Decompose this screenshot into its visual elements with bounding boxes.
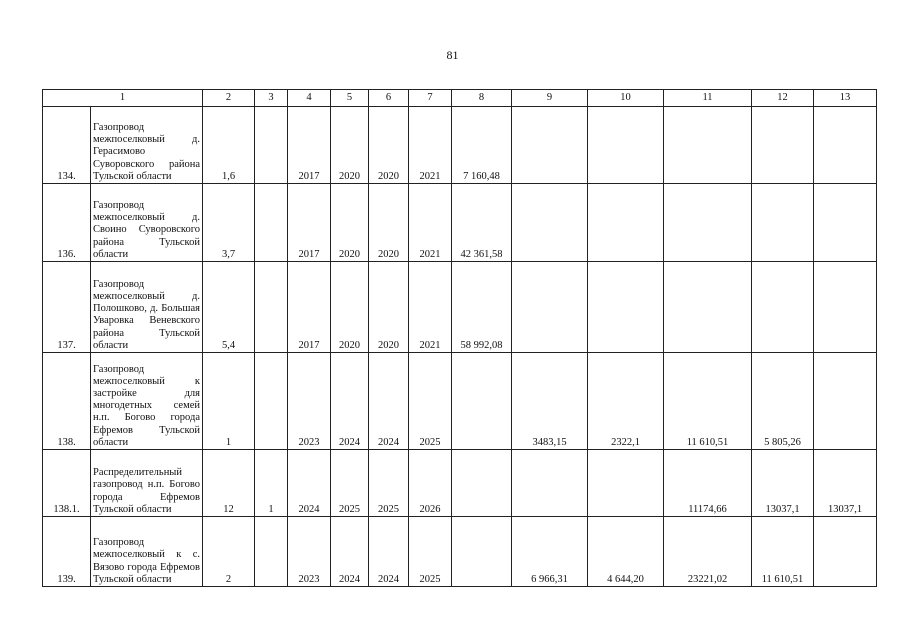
cell-4: 2017 [288,107,331,184]
object-name: Газопровод межпоселковый д. Полошково, д. Большая Уваровка Веневского района Тульской области [91,262,203,353]
cell-13 [814,353,877,450]
cell-11 [664,262,752,353]
cell-6: 2025 [369,450,409,517]
cell-5: 2020 [331,184,369,262]
cell-2: 5,4 [203,262,255,353]
cell-7: 2026 [409,450,452,517]
row-number: 137. [43,262,91,353]
row-number: 134. [43,107,91,184]
investment-table [42,89,877,587]
cell-12 [752,262,814,353]
cell-12 [752,184,814,262]
cell-10: 2322,1 [588,353,664,450]
cell-12 [752,107,814,184]
cell-6: 2020 [369,107,409,184]
cell-13: 13037,1 [814,450,877,517]
row-number: 136. [43,184,91,262]
header-row [43,90,877,107]
object-name: Газопровод межпоселковый д. Своино Суворовского района Тульской области [91,184,203,262]
cell-8 [452,517,512,587]
cell-3 [255,262,288,353]
cell-11 [664,107,752,184]
cell-10: 4 644,20 [588,517,664,587]
cell-10 [588,262,664,353]
header-col-6: 6 [369,90,409,107]
cell-6: 2020 [369,262,409,353]
cell-9 [512,184,588,262]
cell-2: 3,7 [203,184,255,262]
cell-7: 2021 [409,107,452,184]
cell-8 [452,450,512,517]
cell-9 [512,107,588,184]
cell-11: 11174,66 [664,450,752,517]
cell-2: 1,6 [203,107,255,184]
cell-5: 2024 [331,353,369,450]
object-name: Распределительный газопровод н.п. Богово города Ефремов Тульской области [91,450,203,517]
cell-13 [814,107,877,184]
cell-3: 1 [255,450,288,517]
cell-3 [255,353,288,450]
header-col-5: 5 [331,90,369,107]
cell-8: 58 992,08 [452,262,512,353]
cell-12: 13037,1 [752,450,814,517]
cell-3 [255,107,288,184]
cell-2: 2 [203,517,255,587]
cell-4: 2017 [288,184,331,262]
cell-4: 2023 [288,353,331,450]
row-number: 139. [43,517,91,587]
cell-3 [255,517,288,587]
cell-2: 12 [203,450,255,517]
cell-6: 2024 [369,517,409,587]
table-row [43,262,877,353]
header-col-4: 4 [288,90,331,107]
row-number: 138.1. [43,450,91,517]
cell-4: 2024 [288,450,331,517]
header-col-10: 10 [588,90,664,107]
cell-2: 1 [203,353,255,450]
cell-5: 2020 [331,107,369,184]
cell-4: 2017 [288,262,331,353]
header-col-7: 7 [409,90,452,107]
cell-13 [814,262,877,353]
header-col-8: 8 [452,90,512,107]
object-name: Газопровод межпоселковый к с. Вязово города Ефремов Тульской области [91,517,203,587]
cell-9: 6 966,31 [512,517,588,587]
header-col-2: 2 [203,90,255,107]
cell-7: 2021 [409,184,452,262]
cell-12: 11 610,51 [752,517,814,587]
cell-10 [588,107,664,184]
cell-12: 5 805,26 [752,353,814,450]
table-row [43,450,877,517]
cell-9 [512,262,588,353]
header-col-9: 9 [512,90,588,107]
cell-7: 2025 [409,517,452,587]
cell-6: 2024 [369,353,409,450]
header-col-3: 3 [255,90,288,107]
header-col-1: 1 [43,90,203,107]
cell-13 [814,517,877,587]
row-number: 138. [43,353,91,450]
table-row [43,353,877,450]
cell-5: 2024 [331,517,369,587]
cell-8: 42 361,58 [452,184,512,262]
header-col-13: 13 [814,90,877,107]
page-number: 81 [446,48,459,62]
cell-8 [452,353,512,450]
header-col-12: 12 [752,90,814,107]
cell-11: 11 610,51 [664,353,752,450]
object-name: Газопровод межпоселковый д. Герасимово Суворовского района Тульской области [91,107,203,184]
table-row [43,184,877,262]
cell-13 [814,184,877,262]
cell-9: 3483,15 [512,353,588,450]
cell-10 [588,184,664,262]
cell-8: 7 160,48 [452,107,512,184]
cell-10 [588,450,664,517]
cell-3 [255,184,288,262]
object-name: Газопровод межпоселковый к застройке для многодетных семей н.п. Богово города Ефремов Тульской области [91,353,203,450]
header-col-11: 11 [664,90,752,107]
table-row [43,107,877,184]
cell-5: 2020 [331,262,369,353]
cell-9 [512,450,588,517]
cell-5: 2025 [331,450,369,517]
cell-11 [664,184,752,262]
cell-11: 23221,02 [664,517,752,587]
table-row [43,517,877,587]
cell-7: 2025 [409,353,452,450]
cell-6: 2020 [369,184,409,262]
cell-7: 2021 [409,262,452,353]
cell-4: 2023 [288,517,331,587]
